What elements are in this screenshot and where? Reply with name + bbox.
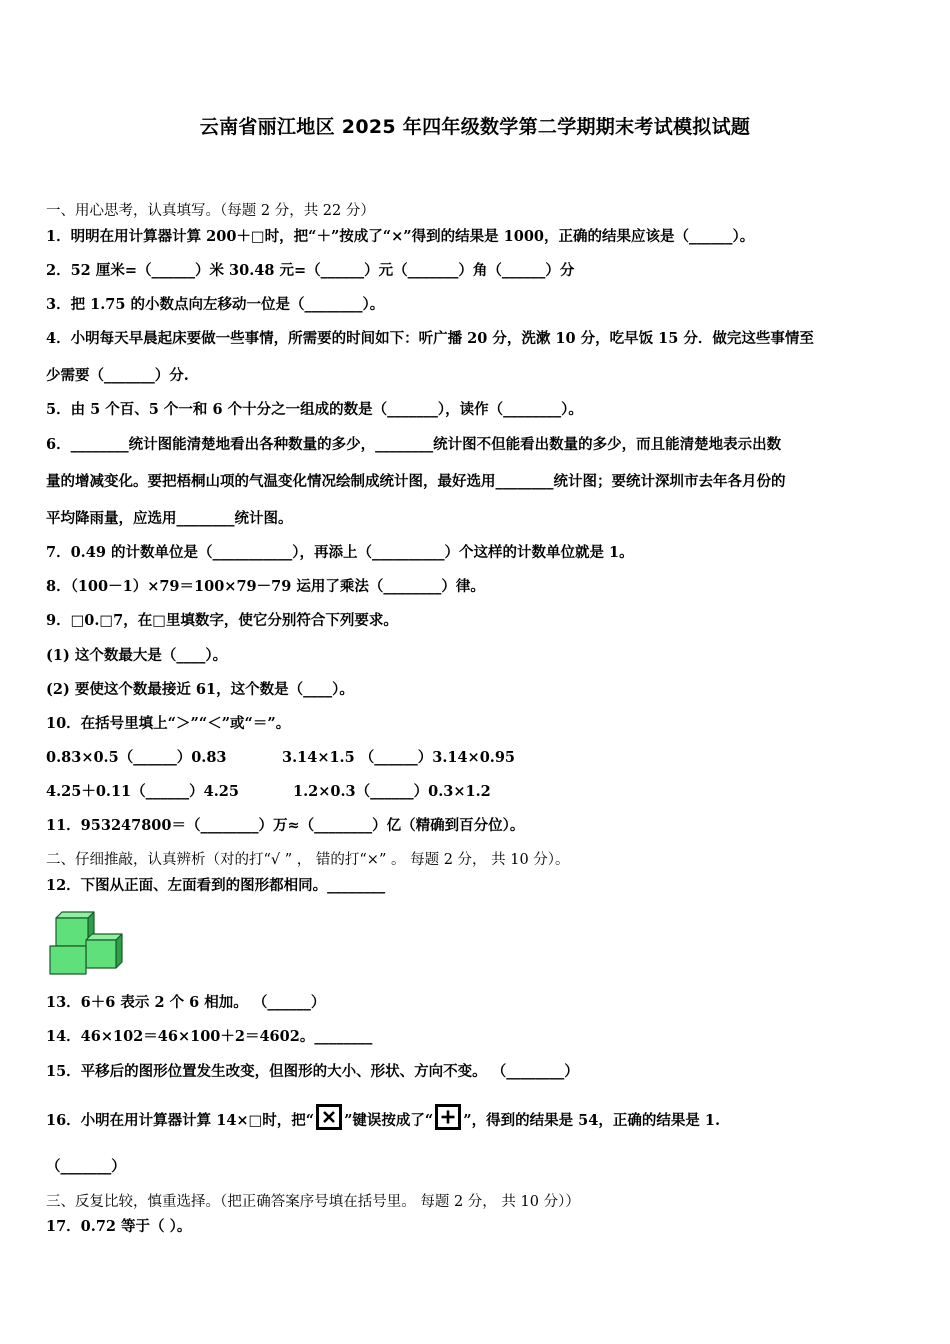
question-15: 15．平移后的图形位置发生改变，但图形的大小、形状、方向不变。 （________）	[46, 1063, 579, 1080]
question-8: 8．（100－1）×79＝100×79－79 运用了乘法（________）律。	[46, 578, 485, 595]
question-2: 2．52 厘米=（______）米 30.48 元=（______）元（_______）角（______）分	[46, 262, 575, 279]
question-5: 5．由 5 个百、5 个一和 6 个十分之一组成的数是（_______），读作（________）。	[46, 401, 583, 418]
question-16-part-2: ”键误按成了“	[344, 1112, 434, 1129]
question-3: 3．把 1.75 的小数点向左移动一位是（________）。	[46, 296, 385, 313]
question-6-line-2: 量的增减变化。要把梧桐山项的气温变化情况绘制成统计图，最好选用________统计图；要统计深圳市去年各月份的	[46, 473, 786, 490]
question-1: 1．明明在用计算器计算 200＋□时，把“＋”按成了“×”得到的结果是 1000，正确的结果应该是（______）。	[46, 228, 755, 245]
question-10-item-2: 3.14×1.5 （______）3.14×0.95	[282, 749, 516, 766]
question-6-line-1: 6．________统计图能清楚地看出各种数量的多少，________统计图不但能看出数量的多少，而且能清楚地表示出数	[46, 436, 782, 453]
question-10: 10．在括号里填上“＞”“＜”或“＝”。	[46, 715, 291, 732]
question-9-part-2: (2) 要使这个数最接近 61，这个数是（____）。	[46, 681, 354, 698]
question-17: 17．0.72 等于（ ）。	[46, 1218, 192, 1235]
question-9-part-1: (1) 这个数最大是（____）。	[46, 647, 228, 664]
section-1-heading: 一、用心思考，认真填写。（每题 2 分，共 22 分）	[46, 203, 375, 219]
question-16-answer: （_______）	[46, 1158, 126, 1175]
question-16-part-1: 16．小明在用计算器计算 14×□时，把“	[46, 1112, 315, 1129]
question-4-line-2: 少需要（_______）分.	[46, 367, 189, 384]
question-16	[46, 1108, 916, 1134]
question-10-item-1: 0.83×0.5（______）0.83	[46, 749, 227, 766]
question-14: 14．46×102＝46×100＋2＝4602。________	[46, 1028, 373, 1045]
section-2-heading: 二、仔细推敲，认真辨析（对的打“√ ” ， 错的打“×” 。 每题 2 分， 共 10 分）。	[46, 852, 570, 868]
times-key-icon	[316, 1104, 342, 1130]
page-title: 云南省丽江地区 2025 年四年级数学第二学期期末考试模拟试题	[199, 116, 751, 138]
question-4-line-1: 4．小明每天早晨起床要做一些事情，所需要的时间如下：听广播 20 分，洗漱 10 分，吃早饭 15 分．做完这些事情至	[46, 330, 814, 347]
question-12: 12．下图从正面、左面看到的图形都相同。________	[46, 877, 386, 894]
cube-stack-icon	[46, 910, 126, 980]
question-10-item-3: 4.25＋0.11（______）4.25	[46, 783, 239, 800]
question-9: 9．□0.□7，在□里填数字，使它分别符合下列要求。	[46, 612, 398, 629]
section-3-heading: 三、反复比较，慎重选择。（把正确答案序号填在括号里。 每题 2 分， 共 10 分））	[46, 1194, 580, 1210]
question-6-line-3: 平均降雨量，应选用________统计图。	[46, 510, 293, 527]
question-10-item-4: 1.2×0.3（______）0.3×1.2	[293, 783, 491, 800]
question-11: 11．953247800＝（________）万≈（________）亿（精确到百分位）。	[46, 817, 525, 834]
question-13: 13．6＋6 表示 2 个 6 相加。 （______）	[46, 994, 326, 1011]
plus-key-icon	[435, 1104, 461, 1130]
question-16-part-3: ”，得到的结果是 54，正确的结果是 1.	[463, 1112, 721, 1129]
question-7: 7．0.49 的计数单位是（___________），再添上（__________）个这样的计数单位就是 1。	[46, 544, 634, 561]
